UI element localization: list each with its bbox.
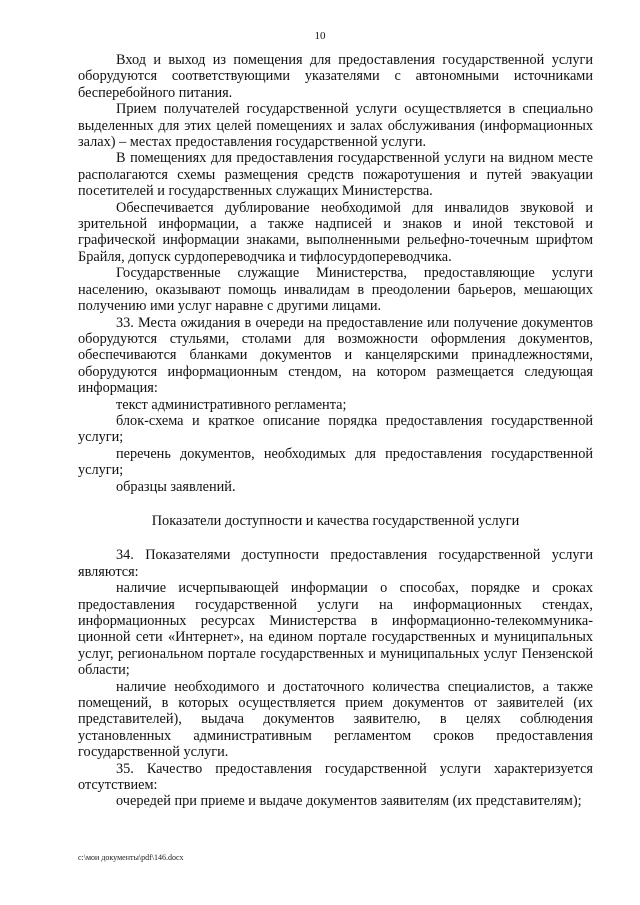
section-heading: Показатели доступности и качества государственной услуги [151,512,520,529]
list-item: текст административного регламента; [116,396,347,413]
paragraph: Государственные служащие Министерства, предоставляющие услуги населению, оказывают помощь инвалидам в преодолении барьеров, мешающих получению ими услуг наравне с другими лицами. [78,265,593,315]
list-item: перечень документов, необходимых для предоставления государственной услуги; [78,445,593,479]
paragraph: 34. Показателями доступности предоставления государственной услуги являются: [78,547,593,580]
list-item: наличие исчерпывающей информации о способах, порядке и сроках предоставления государственной услуги на информационных стендах, информационных ресурсах Министерства в информационно-телекоммуникационной сети «Интернет», на едином портале государственных и муниципальных услуг, региональном портале государственных и муниципальных услуг Пензенской области; [78,580,593,679]
paragraph: Прием получателей государственной услуги осуществляется в специально выделенных для этих целей помещениях и залах обслуживания (информационных залах) – местах предоставления государственной услуги. [78,101,593,151]
paragraph: 33. Места ожидания в очереди на предоставление или получение документов оборудуются стульями, столами для возможности оформления документов, обеспечиваются бланками документов и канцелярскими принадлежностями, оборудуются информационным стендом, на котором размещается следующая информация: [78,314,593,397]
document-body [78,52,593,810]
list-item: очередей при приеме и выдаче документов заявителям (их представителям); [116,793,582,810]
list-item: блок-схема и краткое описание порядка предоставления государственной услуги; [78,412,593,446]
list-item: наличие необходимого и достаточного количества специалистов, а также помещений, в которых осуществляется прием документов от заявителей (их представителей), выдача документов заявителю, в целях соблюдения установленных административным регламентом сроков предоставления государственной услуги. [78,678,593,761]
paragraph: 35. Качество предоставления государственной услуги характеризуется отсутствием: [78,760,593,794]
list-item: образцы заявлений. [116,478,236,495]
page-number: 10 [314,30,326,42]
file-path-footer: c:\мои документы\pdf\146.docx [78,853,184,862]
paragraph: В помещениях для предоставления государственной услуги на видном месте располагаются схемы размещения средств пожаротушения и путей эвакуации посетителей и государственных служащих Министерства. [78,150,593,200]
paragraph: Обеспечивается дублирование необходимой для инвалидов звуковой и зрительной информации, а также надписей и знаков и иной текстовой и графической информации знаками, выполненными рельефно-точечным шрифтом Брайля, допуск сурдопереводчика и тифлосурдопереводчика. [78,199,593,265]
paragraph: Вход и выход из помещения для предоставления государственной услуги оборудуются соответствующими указателями с автономными источниками бесперебойного питания. [78,52,593,101]
